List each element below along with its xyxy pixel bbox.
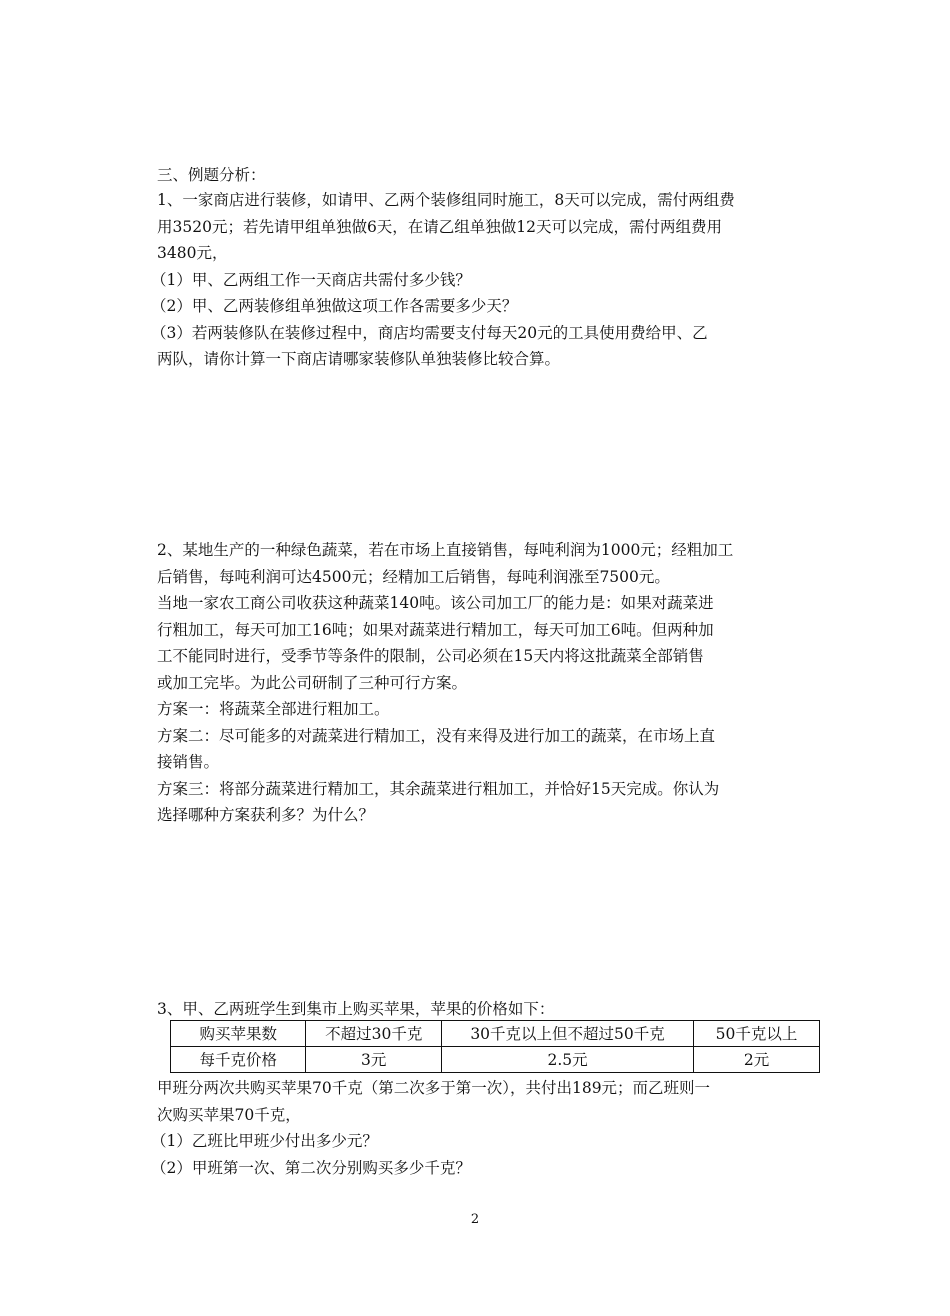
problem-1-line: 3480元， [157,244,228,262]
problem-3-intro-text: 3、甲、乙两班学生到集市上购买苹果，苹果的价格如下： [157,1000,555,1018]
problem-2-line: 或加工完毕。为此公司研制了三种可行方案。 [157,673,468,692]
problem-1-line: 用3520元；若先请甲组单独做6天，在请乙组单独做12天可以完成，需付两组费用 [157,217,723,236]
problem-2-line: 行粗加工，每天可加工16吨；如果对蔬菜进行精加工，每天可加工6吨。但两种加 [157,620,714,639]
problem-2 [157,537,807,829]
problem-1-line: 1、一家商店进行装修，如请甲、乙两个装修组同时施工，8天可以完成，需付两组费 [157,191,735,209]
problem-2-plan-1: 方案一：将蔬菜全部进行粗加工。 [157,700,390,718]
problem-3-intro [157,996,807,1023]
table-cell: 不超过30千克 [306,1021,442,1047]
problem-3-body [151,1075,807,1181]
section-heading-text: 三、例题分析： [157,166,266,184]
problem-2-line: 后销售，每吨利润可达4500元；经精加工后销售，每吨利润涨至7500元。 [157,567,670,586]
problem-1-question-2: （2）甲、乙两装修组单独做这项工作各需要多少天？ [151,297,518,315]
problem-2-plan-3-line: 方案三：将部分蔬菜进行精加工，其余蔬菜进行粗加工，并恰好15天完成。你认为 [157,779,720,798]
apple-price-table [170,1020,820,1073]
problem-3-question-1: （1）乙班比甲班少付出多少元？ [151,1132,378,1150]
problem-1-question-1: （1）甲、乙两组工作一天商店共需付多少钱？ [151,270,471,289]
problem-2-plan-3-line: 选择哪种方案获利多？为什么？ [157,806,375,824]
table-cell: 每千克价格 [171,1047,306,1073]
problem-2-plan-2-line: 接销售。 [157,753,220,771]
table-cell: 2.5元 [442,1047,694,1073]
problem-2-line: 2、某地生产的一种绿色蔬菜，若在市场上直接销售，每吨利润为1000元；经粗加工 [157,541,734,559]
problem-3-line: 次购买苹果70千克， [157,1105,301,1124]
table-cell: 50千克以上 [694,1021,820,1047]
problem-1 [151,187,807,373]
table-cell: 2元 [694,1047,820,1073]
table-header-row [171,1021,820,1047]
table-cell: 30千克以上但不超过50千克 [442,1021,694,1047]
problem-2-line: 当地一家农工商公司收获这种蔬菜140吨。该公司加工厂的能力是：如果对蔬菜进 [157,594,714,612]
problem-1-question-3-line: 两队，请你计算一下商店请哪家装修队单独装修比较合算。 [157,350,561,368]
table-cell: 3元 [306,1047,442,1073]
table-row [171,1047,820,1073]
problem-3-question-2: （2）甲班第一次、第二次分别购买多少千克？ [151,1158,471,1177]
section-heading [157,162,807,189]
table-cell: 购买苹果数 [171,1021,306,1047]
problem-3-line: 甲班分两次共购买苹果70千克（第二次多于第一次），共付出189元；而乙班则一 [157,1079,711,1097]
problem-1-question-3-line: （3）若两装修队在装修过程中，商店均需要支付每天20元的工具使用费给甲、乙 [151,323,708,342]
problem-2-line: 工不能同时进行，受季节等条件的限制，公司必须在15天内将这批蔬菜全部销售 [157,647,704,665]
page-number: 2 [470,1212,480,1227]
problem-2-plan-2-line: 方案二：尽可能多的对蔬菜进行精加工，没有来得及进行加工的蔬菜，在市场上直 [157,726,716,745]
